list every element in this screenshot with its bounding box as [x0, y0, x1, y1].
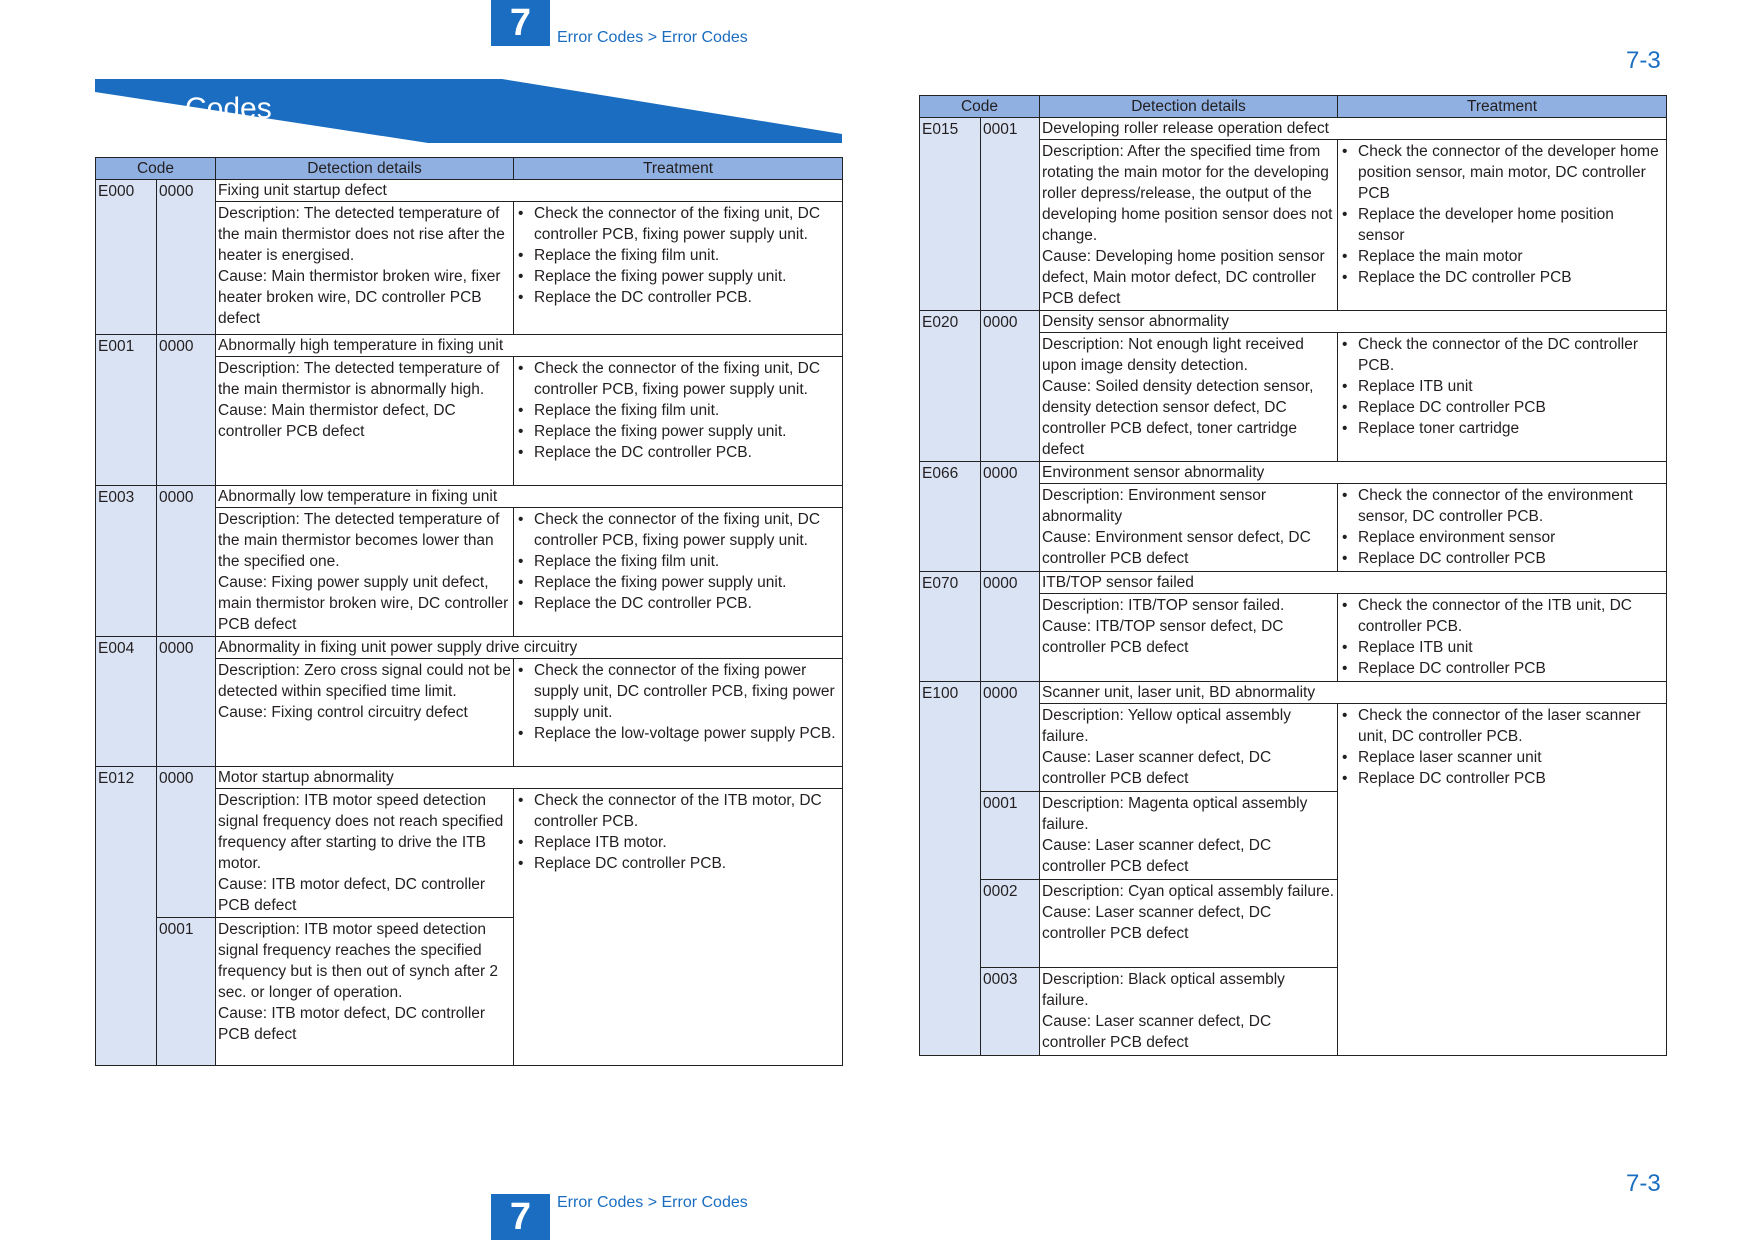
error-title: Abnormally high temperature in fixing unit [216, 335, 843, 357]
treatment-item: • Replace laser scanner unit [1340, 747, 1664, 768]
detection-details: Description: After the specified time from rotating the main motor for the developing roller depress/release, the output of the developing home position sensor does not change. Cause: Developing home position sensor defect, Main motor defect, DC controller PCB defect [1040, 140, 1338, 311]
error-subcode: 0000 [981, 572, 1040, 682]
error-title: Fixing unit startup defect [216, 180, 843, 202]
chapter-number-badge: 7 [491, 0, 550, 46]
treatment-cell [514, 508, 843, 637]
treatment-list [516, 509, 840, 614]
error-title-row [920, 572, 1667, 594]
detection-details: Description: Black optical assembly failure. Cause: Laser scanner defect, DC controller PCB defect [1040, 968, 1338, 1056]
error-subcode: 0000 [981, 462, 1040, 572]
treatment-cell [1338, 333, 1667, 462]
code-column-header: Code [96, 158, 216, 180]
error-subcode: 0000 [157, 637, 216, 767]
treatment-item: • Replace the DC controller PCB. [516, 442, 840, 463]
treatment-item: • Replace the fixing film unit. [516, 400, 840, 421]
treatment-cell [514, 659, 843, 767]
error-code: E020 [920, 311, 981, 462]
detection-details: Description: Not enough light received upon image density detection. Cause: Soiled density detection sensor, density detection sensor defect, DC controller PCB defect, toner cartridge defect [1040, 333, 1338, 462]
treatment-item: • Replace DC controller PCB [1340, 768, 1664, 789]
error-code: E015 [920, 118, 981, 311]
error-subcode: 0000 [981, 311, 1040, 462]
treatment-item: • Replace ITB unit [1340, 637, 1664, 658]
treatment-item: • Check the connector of the DC controller PCB. [1340, 334, 1664, 376]
error-subcode: 0001 [981, 792, 1040, 880]
footer-page-number: 7-3 [1626, 1170, 1661, 1197]
treatment-item: • Replace the fixing power supply unit. [516, 266, 840, 287]
error-title: Developing roller release operation defect [1040, 118, 1667, 140]
footer-breadcrumb[interactable]: Error Codes > Error Codes [557, 1194, 748, 1211]
error-title-row [920, 462, 1667, 484]
treatment-list [1340, 705, 1664, 789]
error-title-row [96, 335, 843, 357]
treatment-column-header: Treatment [1338, 96, 1667, 118]
treatment-list [516, 358, 840, 463]
treatment-item: • Replace the fixing film unit. [516, 551, 840, 572]
treatment-item: • Replace ITB motor. [516, 832, 840, 853]
error-subcode: 0002 [981, 880, 1040, 968]
treatment-cell [1338, 704, 1667, 1056]
error-subcode: 0000 [157, 767, 216, 918]
error-title-row [920, 311, 1667, 333]
treatment-item: • Replace environment sensor [1340, 527, 1664, 548]
table-header-row [96, 158, 843, 180]
treatment-list [1340, 141, 1664, 288]
detection-details: Description: ITB/TOP sensor failed. Cause: ITB/TOP sensor defect, DC controller PCB defect [1040, 594, 1338, 682]
detection-details: Description: The detected temperature of the main thermistor is abnormally high. Cause: Main thermistor defect, DC controller PCB defect [216, 357, 514, 486]
error-table-right [919, 95, 1667, 1056]
treatment-item: • Replace DC controller PCB [1340, 658, 1664, 679]
breadcrumb[interactable]: Error Codes > Error Codes [557, 29, 748, 46]
detection-details: Description: Cyan optical assembly failure. Cause: Laser scanner defect, DC controller PCB defect [1040, 880, 1338, 968]
treatment-item: • Replace the DC controller PCB [1340, 267, 1664, 288]
detection-details: Description: Zero cross signal could not be detected within specified time limit. Cause: Fixing control circuitry defect [216, 659, 514, 767]
treatment-item: • Check the connector of the fixing unit, DC controller PCB, fixing power supply unit. [516, 203, 840, 245]
page-number: 7-3 [1626, 47, 1661, 74]
error-code: E012 [96, 767, 157, 1066]
treatment-item: • Check the connector of the environment sensor, DC controller PCB. [1340, 485, 1664, 527]
treatment-item: • Check the connector of the developer home position sensor, main motor, DC controller PCB [1340, 141, 1664, 204]
footer-chapter-number-badge: 7 [491, 1194, 550, 1240]
error-code: E004 [96, 637, 157, 767]
treatment-list [1340, 595, 1664, 679]
error-subcode: 0000 [157, 180, 216, 335]
error-title: ITB/TOP sensor failed [1040, 572, 1667, 594]
error-subcode: 0003 [981, 968, 1040, 1056]
treatment-item: • Replace the fixing power supply unit. [516, 421, 840, 442]
code-column-header: Code [920, 96, 1040, 118]
error-title: Density sensor abnormality [1040, 311, 1667, 333]
treatment-cell [514, 202, 843, 335]
treatment-list [1340, 334, 1664, 439]
treatment-item: • Replace the low-voltage power supply PCB. [516, 723, 840, 744]
detection-details: Description: Magenta optical assembly failure. Cause: Laser scanner defect, DC controller PCB defect [1040, 792, 1338, 880]
treatment-item: • Check the connector of the fixing unit, DC controller PCB, fixing power supply unit. [516, 358, 840, 400]
treatment-item: • Replace the developer home position sensor [1340, 204, 1664, 246]
treatment-cell [514, 357, 843, 486]
treatment-list [516, 660, 840, 744]
section-banner [95, 79, 842, 143]
error-title-row [96, 637, 843, 659]
treatment-item: • Check the connector of the fixing unit, DC controller PCB, fixing power supply unit. [516, 509, 840, 551]
treatment-item: • Replace the DC controller PCB. [516, 287, 840, 308]
treatment-column-header: Treatment [514, 158, 843, 180]
error-title-row [96, 767, 843, 789]
error-code: E001 [96, 335, 157, 486]
error-subcode: 0000 [981, 682, 1040, 792]
error-subcode: 0001 [981, 118, 1040, 311]
error-title: Abnormality in fixing unit power supply drive circuitry [216, 637, 843, 659]
treatment-item: • Replace the fixing power supply unit. [516, 572, 840, 593]
treatment-item: • Check the connector of the laser scanner unit, DC controller PCB. [1340, 705, 1664, 747]
details-column-header: Detection details [216, 158, 514, 180]
treatment-list [1340, 485, 1664, 569]
error-code: E100 [920, 682, 981, 1056]
detection-details: Description: The detected temperature of the main thermistor does not rise after the heater is energised. Cause: Main thermistor broken wire, fixer heater broken wire, DC controller PCB defect [216, 202, 514, 335]
banner-title: Codes [185, 92, 272, 125]
treatment-cell [1338, 140, 1667, 311]
treatment-item: • Replace the main motor [1340, 246, 1664, 267]
treatment-item: • Replace the DC controller PCB. [516, 593, 840, 614]
error-title: Motor startup abnormality [216, 767, 843, 789]
table-header-row [920, 96, 1667, 118]
detection-details: Description: ITB motor speed detection signal frequency reaches the specified frequency but is then out of synch after 2 sec. or longer of operation. Cause: ITB motor defect, DC controller PCB defect [216, 918, 514, 1066]
details-column-header: Detection details [1040, 96, 1338, 118]
error-code: E070 [920, 572, 981, 682]
left-table-body [96, 180, 843, 1066]
treatment-cell [1338, 484, 1667, 572]
treatment-cell [1338, 594, 1667, 682]
right-table-body [920, 118, 1667, 1056]
error-title: Scanner unit, laser unit, BD abnormality [1040, 682, 1667, 704]
treatment-list [516, 790, 840, 874]
error-title: Environment sensor abnormality [1040, 462, 1667, 484]
detection-details: Description: Yellow optical assembly failure. Cause: Laser scanner defect, DC controller PCB defect [1040, 704, 1338, 792]
error-title-row [920, 118, 1667, 140]
treatment-cell [514, 789, 843, 1066]
treatment-item: • Replace DC controller PCB. [516, 853, 840, 874]
error-subcode: 0001 [157, 918, 216, 1066]
error-title: Abnormally low temperature in fixing unit [216, 486, 843, 508]
treatment-item: • Check the connector of the ITB motor, DC controller PCB. [516, 790, 840, 832]
error-title-row [920, 682, 1667, 704]
treatment-list [516, 203, 840, 308]
treatment-item: • Replace the fixing film unit. [516, 245, 840, 266]
error-code: E000 [96, 180, 157, 335]
error-subcode: 0000 [157, 486, 216, 637]
error-code: E066 [920, 462, 981, 572]
detection-details: Description: The detected temperature of the main thermistor becomes lower than the specified one. Cause: Fixing power supply unit defect, main thermistor broken wire, DC controller PCB defect [216, 508, 514, 637]
treatment-item: • Replace toner cartridge [1340, 418, 1664, 439]
treatment-item: • Replace DC controller PCB [1340, 397, 1664, 418]
detection-details: Description: Environment sensor abnormality Cause: Environment sensor defect, DC controller PCB defect [1040, 484, 1338, 572]
error-code: E003 [96, 486, 157, 637]
treatment-item: • Check the connector of the ITB unit, DC controller PCB. [1340, 595, 1664, 637]
error-title-row [96, 180, 843, 202]
treatment-item: • Check the connector of the fixing power supply unit, DC controller PCB, fixing power supply unit. [516, 660, 840, 723]
detection-details: Description: ITB motor speed detection signal frequency does not reach specified frequency after starting to drive the ITB motor. Cause: ITB motor defect, DC controller PCB defect [216, 789, 514, 918]
treatment-item: • Replace ITB unit [1340, 376, 1664, 397]
treatment-item: • Replace DC controller PCB [1340, 548, 1664, 569]
error-title-row [96, 486, 843, 508]
error-table-left [95, 157, 843, 1066]
error-subcode: 0000 [157, 335, 216, 486]
